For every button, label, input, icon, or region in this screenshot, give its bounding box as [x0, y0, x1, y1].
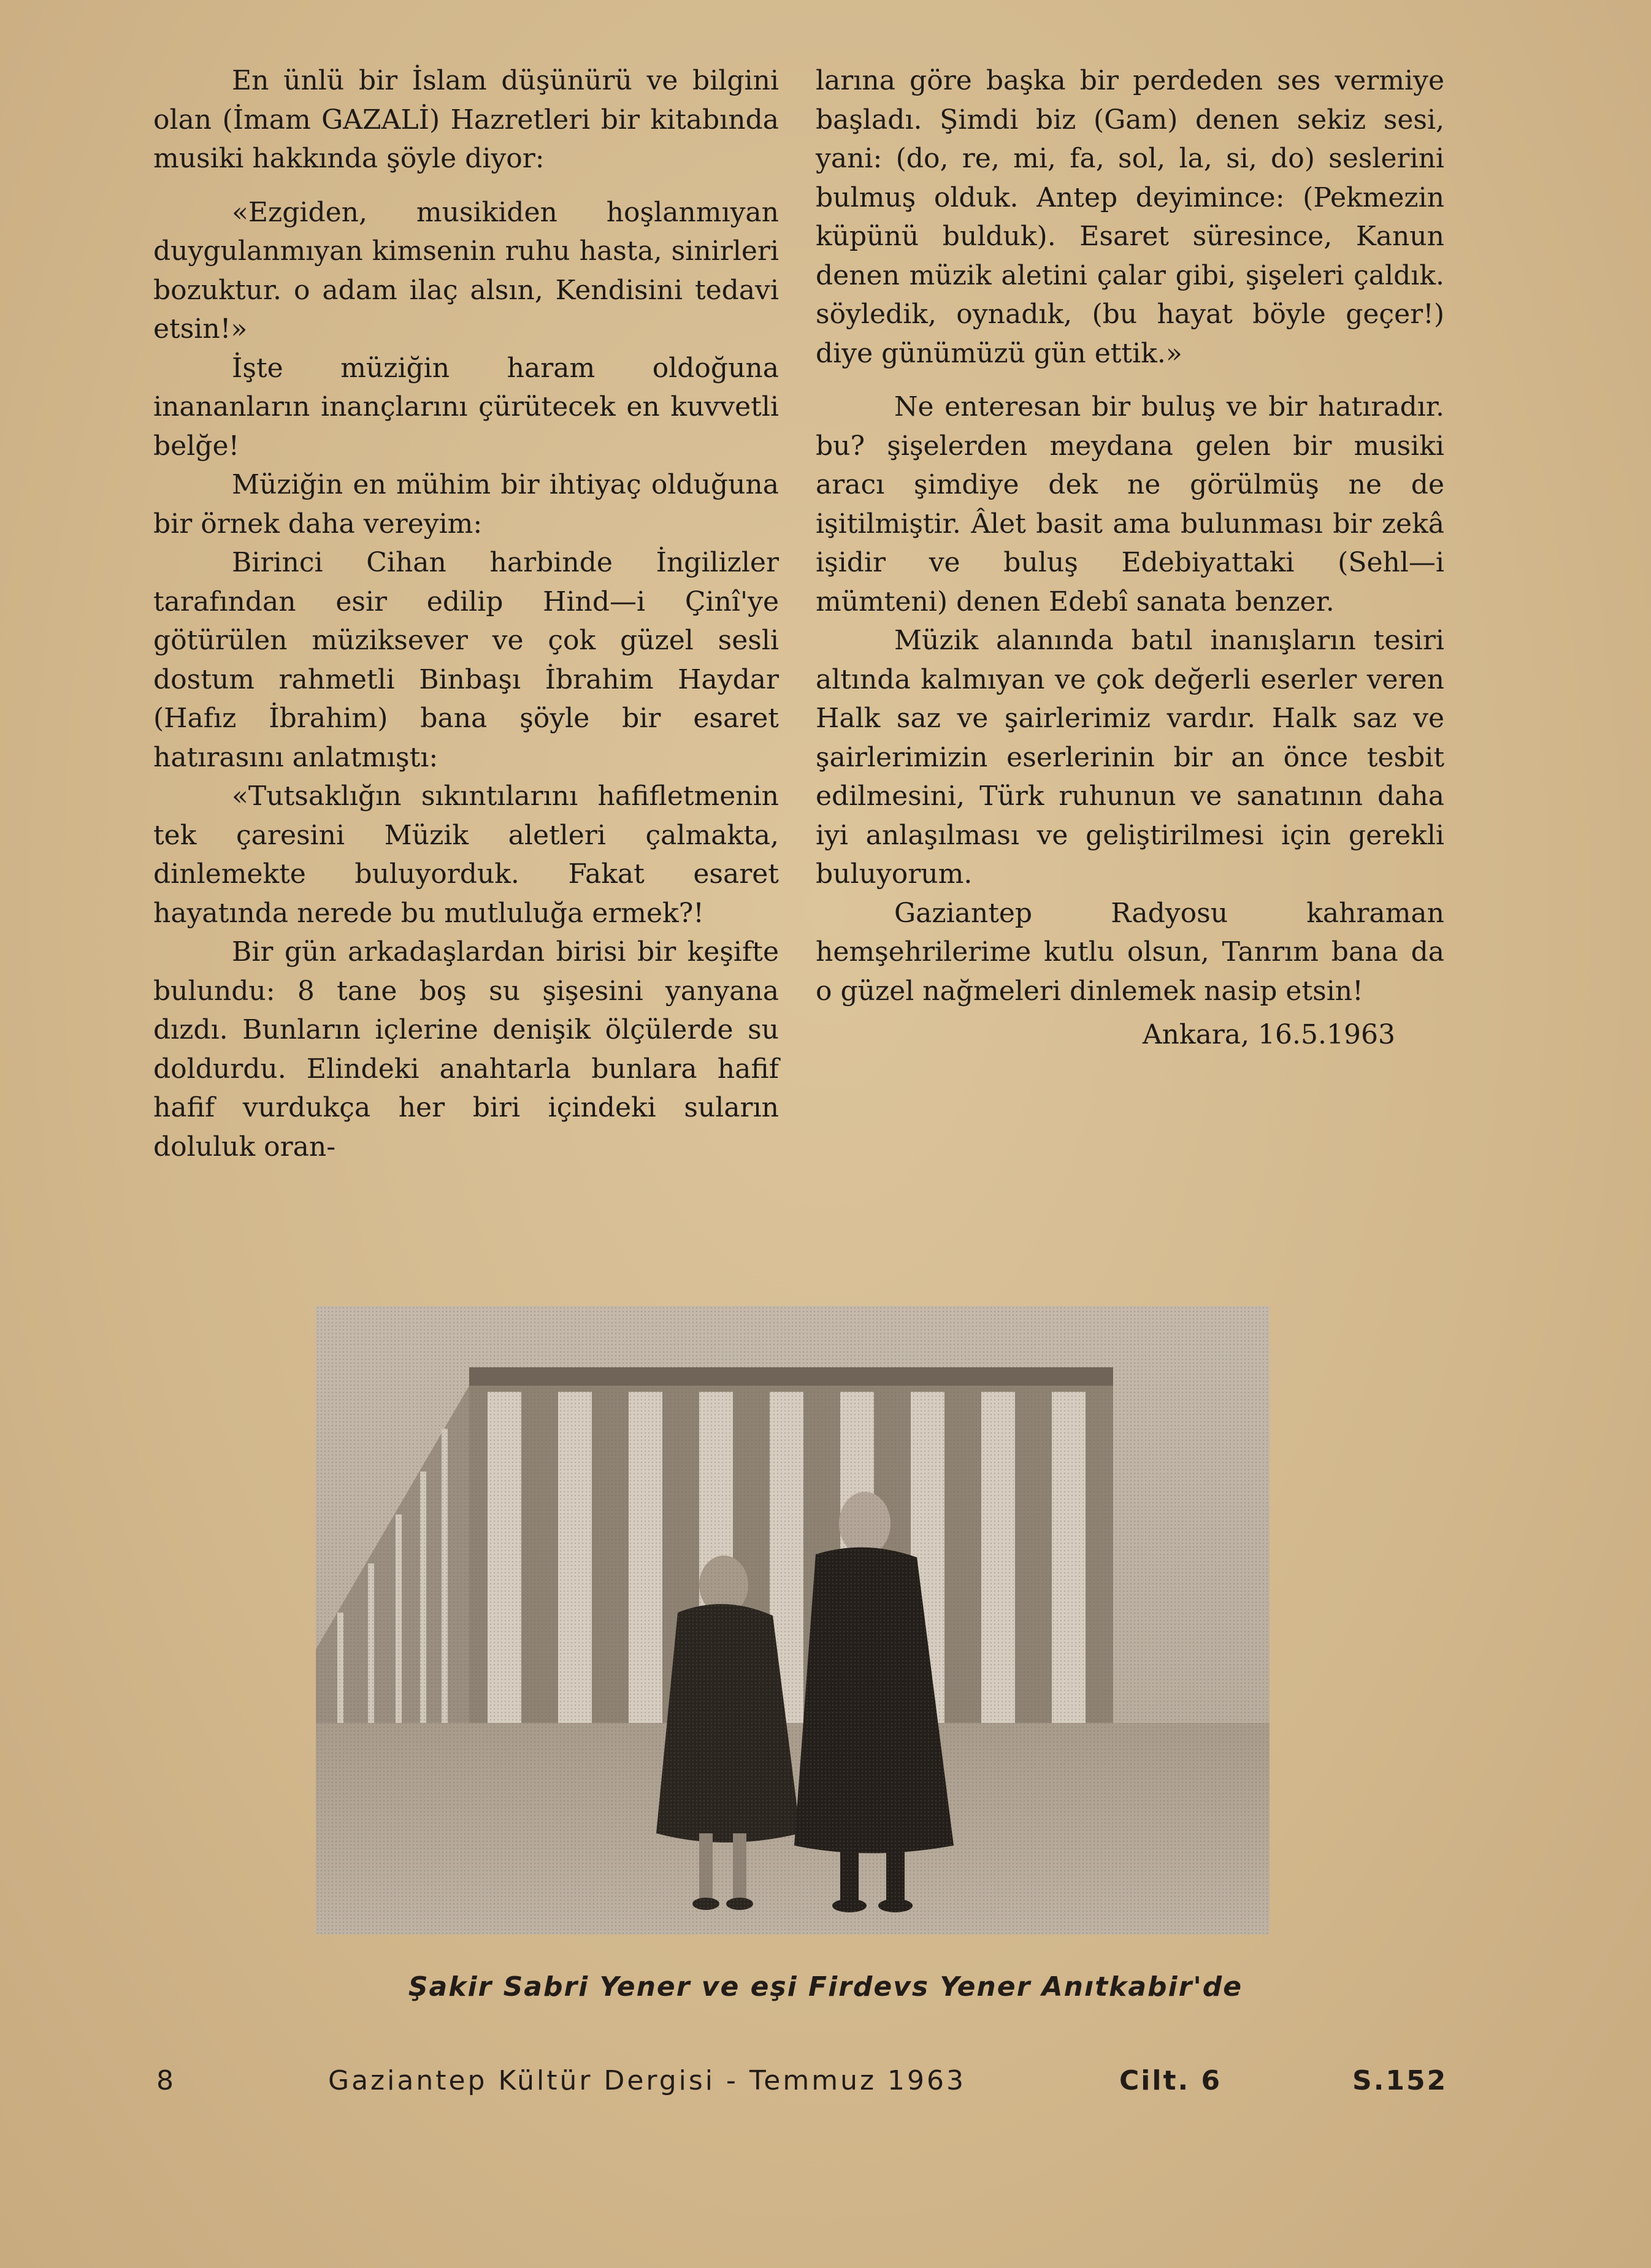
issue-label: S.152 — [1352, 2065, 1448, 2096]
paragraph: Birinci Cihan harbinde İngilizler tarafından esir edilip Hind—i Çinî'ye götürülen müziksever ve çok güzel sesli dostum rahmetli Binbaşı İbrahim Haydar (Hafız İbrahim) bana şöyle bir esaret hatırasını anlatmıştı: — [153, 547, 779, 773]
photo-illustration — [316, 1306, 1270, 1934]
page-footer — [156, 2065, 1448, 2102]
left-text-column — [153, 61, 779, 1166]
place-date: Ankara, 16.5.1963 — [1142, 1019, 1395, 1050]
page-number: 8 — [156, 2065, 175, 2096]
paragraph: Bir gün arkadaşlardan birisi bir keşifte bulundu: 8 tane boş su şişesini yanyana dızdı. Bunların içlerine denişik ölçülerde su doldurdu. Elindeki anahtarla bunlara hafif hafif vurdukça her biri içindeki suların doluluk oran- — [153, 936, 779, 1163]
paragraph: larına göre başka bir perdeden ses vermiye başladı. Şimdi biz (Gam) denen sekiz sesi, yani: (do, re, mi, fa, sol, la, si, do) seslerini bulmuş olduk. Antep deyimince: (Pekmezin küpünü bulduk). Esaret süresince, Kanun denen müzik aletini çalar gibi, şişeleri çaldık. söyledik, oynadık, (bu hayat böyle geçer!) diye günümüzü gün ettik.» — [816, 65, 1444, 369]
photograph — [316, 1306, 1270, 1934]
paragraph: Gaziantep Radyosu kahraman hemşehrilerime kutlu olsun, Tanrım bana da o güzel nağmeleri dinlemek nasip etsin! — [816, 897, 1444, 1007]
quote-paragraph: «Ezgiden, musikiden hoşlanmıyan duygulanmıyan kimsenin ruhu hasta, sinirleri bozuktur. o adam ilaç alsın, Kendisini tedavi etsin!» — [153, 196, 779, 345]
paragraph: Ne enteresan bir buluş ve bir hatıradır. bu? şişelerden meydana gelen bir musiki aracı şimdiye dek ne görülmüş ne de işitilmiştir. Âlet basit ama bulunması bir zekâ işidir ve buluş Edebiyattaki (Sehl—i mümteni) denen Edebî sanata benzer. — [816, 391, 1444, 617]
paragraph: Müziğin en mühim bir ihtiyaç olduğuna bir örnek daha vereyim: — [153, 469, 779, 540]
paragraph: Müzik alanında batıl inanışların tesiri altında kalmıyan ve çok değerli eserler veren Halk saz ve şairlerimiz vardır. Halk saz ve şairlerimizin eserlerinin bir an önce tesbit edilmesini, Türk ruhunun ve sanatının daha iyi anlaşılması ve geliştirilmesi için gerekli buluyorum. — [816, 625, 1444, 890]
magazine-title: Gaziantep Kültür Dergisi - Temmuz 1963 — [328, 2065, 967, 2096]
right-text-column — [816, 61, 1444, 1055]
paragraph: En ünlü bir İslam düşünürü ve bilgini olan (İmam GAZALİ) Hazretleri bir kitabında musiki hakkında şöyle diyor: — [153, 65, 779, 174]
volume-label: Cilt. 6 — [1119, 2065, 1222, 2096]
quote-paragraph: «Tutsaklığın sıkıntılarını hafifletmenin tek çaresini Müzik aletleri çalmakta, dinlemekte buluyorduk. Fakat esaret hayatında nerede bu mutluluğa ermek?! — [153, 781, 779, 929]
paragraph: İşte müziğin haram oldoğuna inananların inançlarını çürütecek en kuvvetli belğe! — [153, 352, 779, 462]
photo-caption: Şakir Sabri Yener ve eşi Firdevs Yener Anıtkabir'de — [408, 1971, 1243, 2003]
